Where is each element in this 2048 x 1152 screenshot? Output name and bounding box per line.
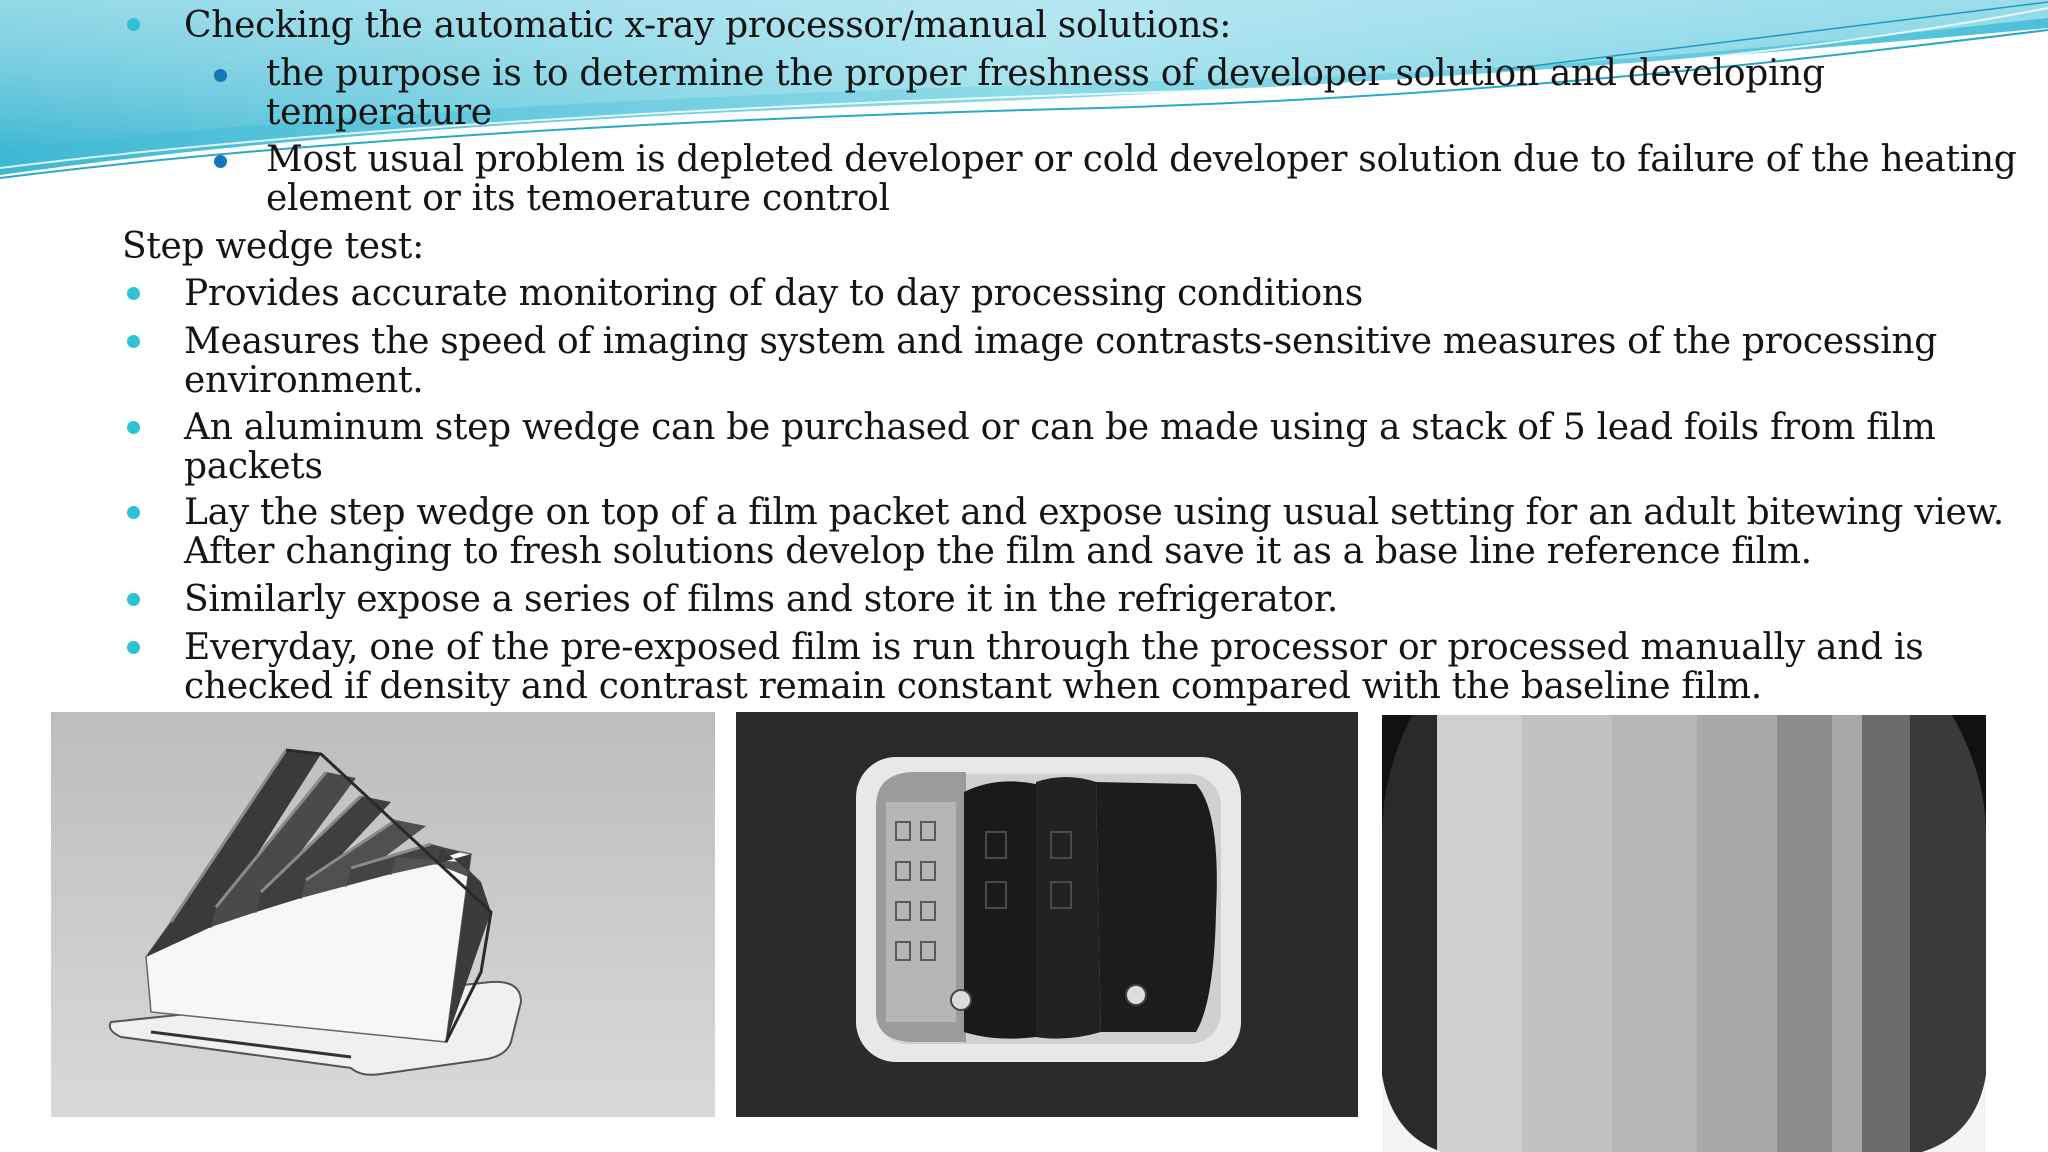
film-packet-photo: [736, 712, 1358, 1117]
bullet-text: Lay the step wedge on top of a film packet and expose using usual setting for an adult bitewing view.: [184, 492, 2004, 533]
bullet-dot: [127, 421, 140, 434]
bullet-text: checked if density and contrast remain constant when compared with the baseline film.: [184, 666, 1762, 707]
sub-bullet-text: temperature: [266, 92, 492, 133]
sub-bullet-dot: [214, 69, 227, 82]
bullet-dot: [127, 506, 140, 519]
bullet-text: packets: [184, 446, 323, 487]
sub-bullet-text: element or its temoerature control: [266, 178, 890, 219]
bullet-text: After changing to fresh solutions develop the film and save it as a base line reference film.: [184, 531, 1812, 572]
step-wedge-radiograph: [1382, 715, 1986, 1152]
bullet-dot: [127, 287, 140, 300]
bullet-text: Checking the automatic x-ray processor/manual solutions:: [184, 5, 1232, 46]
bullet-dot: [127, 335, 140, 348]
step-wedge-photo: [51, 712, 715, 1117]
sub-bullet-text: Most usual problem is depleted developer or cold developer solution due to failure of the heating: [266, 139, 2017, 180]
bullet-dot: [127, 641, 140, 654]
bullet-text: Measures the speed of imaging system and image contrasts-sensitive measures of the processing: [184, 321, 1937, 362]
bullet-text: An aluminum step wedge can be purchased or can be made using a stack of 5 lead foils from film: [184, 407, 1936, 448]
bullet-dot: [127, 18, 140, 31]
bullet-text: Everyday, one of the pre-exposed film is run through the processor or processed manually and is: [184, 627, 1924, 668]
bullet-text: Provides accurate monitoring of day to day processing conditions: [184, 273, 1363, 314]
section-heading: Step wedge test:: [122, 226, 424, 267]
sub-bullet-dot: [214, 155, 227, 168]
sub-bullet-text: the purpose is to determine the proper freshness of developer solution and developing: [266, 53, 1825, 94]
bullet-dot: [127, 593, 140, 606]
bullet-text: Similarly expose a series of films and store it in the refrigerator.: [184, 579, 1339, 620]
bullet-text: environment.: [184, 360, 424, 401]
